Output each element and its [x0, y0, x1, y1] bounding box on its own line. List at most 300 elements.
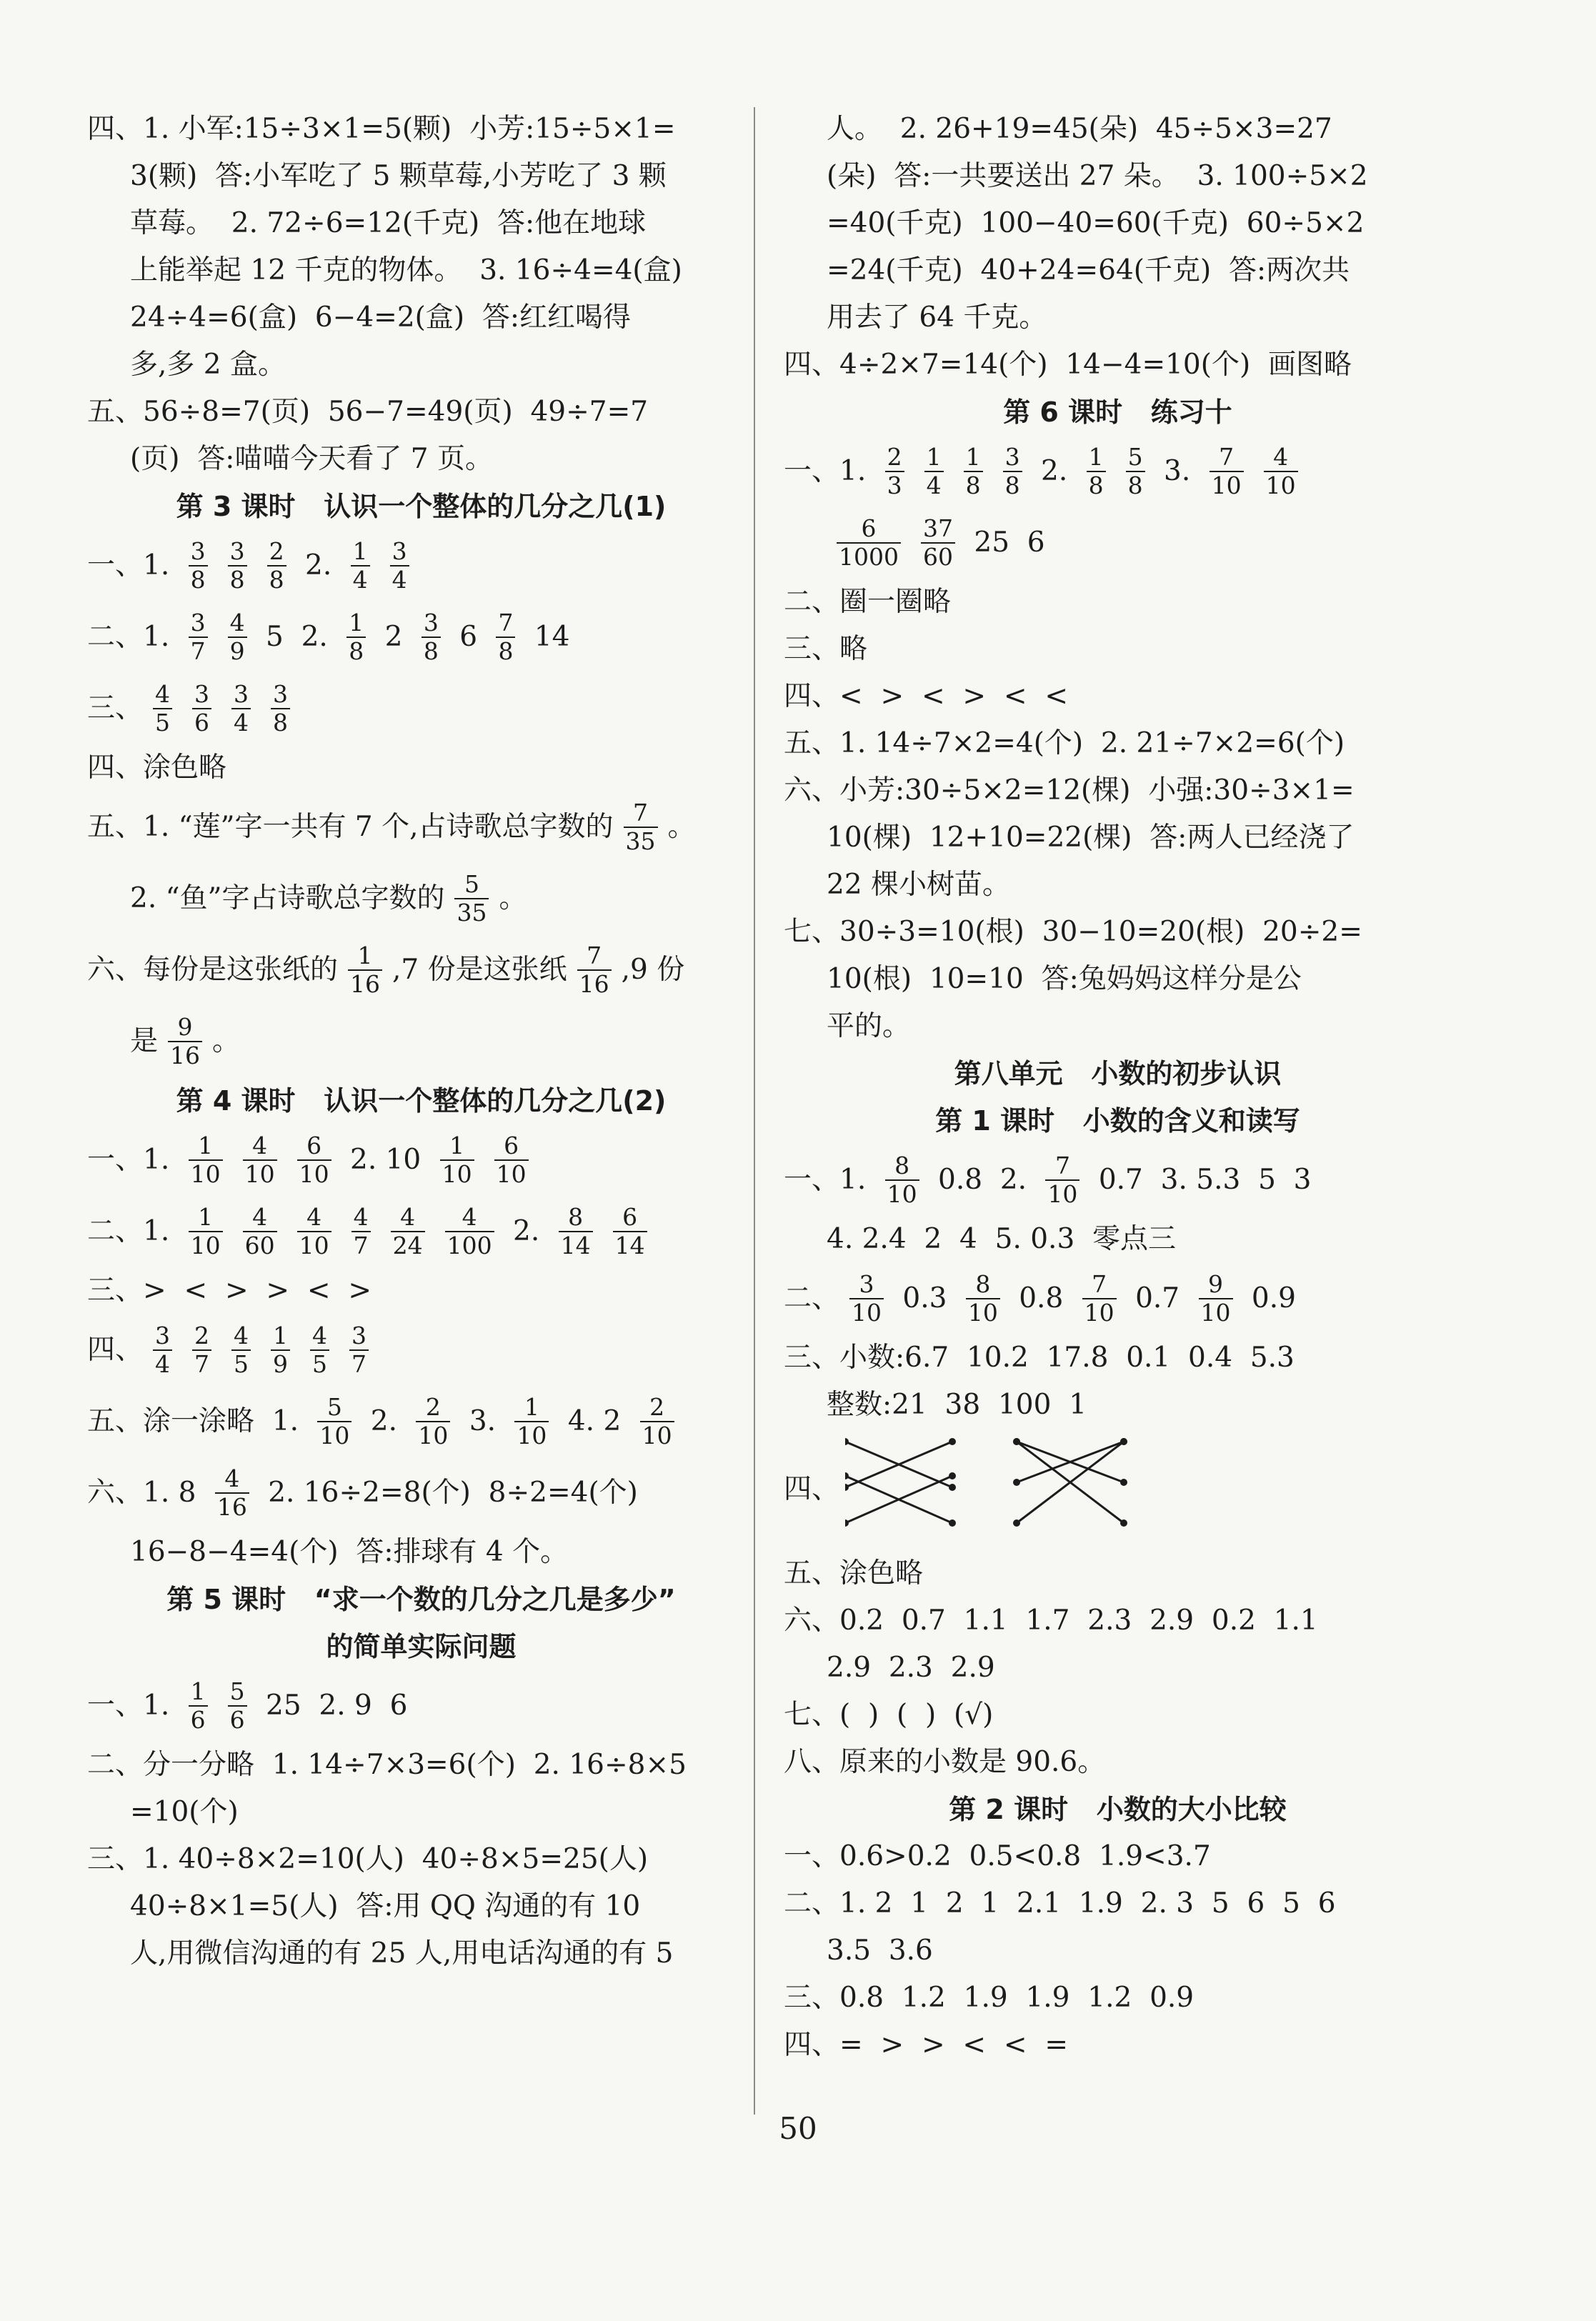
- answer-line: [784, 1144, 1452, 1216]
- fraction-numerator: 2: [649, 1393, 665, 1421]
- fraction-numerator: 4: [234, 1322, 249, 1349]
- connector-dot: [1013, 1479, 1020, 1486]
- fraction-denominator: 8: [346, 637, 366, 665]
- fraction: [494, 1132, 529, 1188]
- answer-line: [784, 862, 1452, 909]
- fraction-numerator: 5: [326, 1393, 342, 1421]
- fraction-numerator: 3: [1004, 443, 1020, 471]
- right-column: [784, 106, 1452, 2069]
- answer-text: 七、30÷3=10(根) 30−10=20(根) 20÷2=: [784, 916, 1362, 948]
- fraction: [297, 1204, 331, 1259]
- fraction: [964, 444, 983, 499]
- answer-text: 二、: [784, 1282, 840, 1314]
- fraction-numerator: 3: [234, 680, 249, 708]
- fraction-numerator: 4: [353, 1203, 369, 1231]
- answer-text: 三、> < > > < >: [87, 1274, 372, 1307]
- answer-line: [784, 1334, 1452, 1382]
- fraction: [921, 515, 955, 571]
- fraction-denominator: 10: [297, 1231, 331, 1259]
- answer-line: [87, 1267, 755, 1314]
- fraction: [849, 1271, 884, 1327]
- fraction-numerator: 1: [1088, 443, 1104, 471]
- fraction-numerator: 8: [568, 1203, 584, 1231]
- answer-text: 。: [212, 1025, 241, 1057]
- fraction-numerator: 4: [400, 1203, 416, 1231]
- answer-text: 六、小芳:30÷5×2=12(棵) 小强:30÷3×1=: [784, 774, 1355, 807]
- fraction-numerator: 4: [306, 1203, 322, 1231]
- fraction-denominator: 8: [964, 471, 983, 499]
- answer-text: 一、1.: [784, 455, 875, 487]
- section-heading: [87, 1077, 755, 1124]
- fraction-denominator: 10: [416, 1421, 450, 1449]
- fraction-denominator: 10: [966, 1298, 1000, 1327]
- fraction: [885, 1152, 919, 1208]
- fraction-denominator: 10: [440, 1159, 474, 1188]
- answer-line: [784, 1216, 1452, 1263]
- fraction-numerator: 7: [1219, 443, 1235, 471]
- answer-line: [784, 1975, 1452, 2022]
- answer-line: [784, 436, 1452, 507]
- answer-text: 25 6: [964, 526, 1045, 559]
- answer-line: [784, 956, 1452, 1003]
- fraction-numerator: 4: [224, 1464, 240, 1492]
- fraction-denominator: 10: [640, 1421, 674, 1449]
- answer-line: [784, 1429, 1452, 1550]
- answer-text: 24÷4=6(盒) 6−4=2(盒) 答:红红喝得: [130, 301, 631, 334]
- fraction-numerator: 1: [449, 1132, 465, 1159]
- fraction-numerator: 5: [229, 1677, 245, 1705]
- fraction: [924, 444, 944, 499]
- fraction-numerator: 3: [273, 680, 289, 708]
- fraction: [267, 538, 286, 594]
- answer-text: 16−8−4=4(个) 答:排球有 4 个。: [130, 1536, 569, 1568]
- fraction: [351, 538, 370, 594]
- answer-text: 二、1.: [87, 1215, 179, 1247]
- answer-text: 三、略: [784, 633, 868, 665]
- fraction-numerator: 8: [894, 1152, 910, 1179]
- answer-text: =40(千克) 100−40=60(千克) 60÷5×2: [827, 207, 1365, 239]
- section-heading: [87, 483, 755, 530]
- fraction: [349, 1322, 369, 1378]
- answer-text: 二、圈一圈略: [784, 586, 952, 618]
- fraction: [228, 538, 247, 594]
- fraction-denominator: 100: [445, 1231, 494, 1259]
- answer-line: [784, 720, 1452, 767]
- fraction-denominator: 9: [271, 1349, 290, 1378]
- answer-line: [87, 153, 755, 200]
- section-heading: [87, 1576, 755, 1623]
- fraction: [189, 538, 208, 594]
- fraction-denominator: 35: [454, 898, 489, 927]
- answer-text: =24(千克) 40+24=64(千克) 答:两次共: [827, 254, 1350, 286]
- answer-text: 第八单元 小数的初步认识: [954, 1058, 1282, 1089]
- answer-line: [87, 1386, 755, 1457]
- answer-text: 。: [499, 882, 527, 914]
- answer-line: [87, 1006, 755, 1077]
- fraction-denominator: 16: [577, 969, 612, 998]
- answer-line: [87, 673, 755, 744]
- answer-text: 四、< > < > < <: [784, 680, 1069, 712]
- fraction: [837, 515, 901, 571]
- fraction-denominator: 7: [189, 637, 208, 665]
- fraction-numerator: 1: [926, 443, 942, 471]
- fraction-denominator: 4: [390, 565, 409, 594]
- answer-line: [87, 341, 755, 389]
- fraction-denominator: 10: [1210, 471, 1244, 499]
- fraction-numerator: 9: [177, 1013, 193, 1041]
- answer-text: 八、原来的小数是 90.6。: [784, 1746, 1106, 1778]
- fraction-numerator: 3: [194, 680, 210, 708]
- connector-dot: [1013, 1438, 1020, 1445]
- fraction-numerator: 7: [1092, 1270, 1107, 1298]
- fraction-denominator: 10: [885, 1179, 919, 1208]
- answer-line: [784, 106, 1452, 153]
- answer-text: 五、涂色略: [784, 1557, 924, 1589]
- fraction-denominator: 4: [231, 708, 251, 737]
- fraction-denominator: 5: [310, 1349, 329, 1378]
- answer-line: [87, 530, 755, 602]
- answer-text: 整数:21 38 100 1: [827, 1389, 1087, 1421]
- section-heading: [87, 1623, 755, 1670]
- answer-line: [87, 1529, 755, 1576]
- answer-text: 人。 2. 26+19=45(朵) 45÷5×3=27: [827, 113, 1332, 145]
- fraction: [1126, 444, 1145, 499]
- fraction-denominator: 10: [514, 1421, 549, 1449]
- fraction-numerator: 1: [524, 1393, 539, 1421]
- fraction: [231, 681, 251, 737]
- fraction: [189, 1678, 208, 1734]
- answer-text: 2.9 2.3 2.9: [827, 1652, 995, 1684]
- answer-text: ,7 份是这张纸: [392, 954, 567, 986]
- answer-text: 10(棵) 12+10=22(棵) 答:两人已经浇了: [827, 822, 1355, 854]
- fraction-denominator: 8: [271, 708, 290, 737]
- fraction-denominator: 10: [494, 1159, 529, 1188]
- fraction: [271, 681, 290, 737]
- page-number: 50: [779, 2111, 817, 2146]
- fraction-numerator: 3: [155, 1322, 171, 1349]
- answer-text: 一、1.: [87, 549, 179, 582]
- answer-text: 第 3 课时 认识一个整体的几分之几(1): [176, 491, 667, 522]
- fraction-denominator: 4: [351, 565, 370, 594]
- answer-text: 4. 2.4 2 4 5. 0.3 零点三: [827, 1223, 1177, 1255]
- fraction-denominator: 7: [192, 1349, 211, 1378]
- connector-dot: [1120, 1438, 1127, 1445]
- fraction: [390, 538, 409, 594]
- fraction-denominator: 14: [613, 1231, 647, 1259]
- answer-text: 第 5 课时 “求一个数的几分之几是多少”: [166, 1584, 676, 1615]
- fraction-denominator: 8: [1003, 471, 1022, 499]
- answer-line: [784, 814, 1452, 862]
- answer-text: 六、每份是这张纸的: [87, 954, 339, 986]
- answer-text: 0.8 2.: [929, 1164, 1036, 1196]
- fraction: [577, 942, 612, 998]
- fraction-denominator: 10: [849, 1298, 884, 1327]
- answer-text: 3.: [1154, 455, 1200, 487]
- fraction-numerator: 6: [861, 514, 877, 542]
- fraction-numerator: 2: [269, 537, 284, 565]
- answer-text: 四、4÷2×7=14(个) 14−4=10(个) 画图略: [784, 349, 1352, 381]
- fraction-denominator: 10: [1264, 471, 1298, 499]
- fraction-denominator: 8: [496, 637, 515, 665]
- answer-text: 10(根) 10=10 答:兔妈妈这样分是公: [827, 963, 1302, 995]
- answer-text: 2.: [296, 549, 341, 582]
- fraction-numerator: 4: [252, 1132, 268, 1159]
- answer-text: 用去了 64 千克。: [827, 301, 1047, 334]
- answer-line: [784, 1382, 1452, 1429]
- fraction: [440, 1132, 474, 1188]
- answer-text: 40÷8×1=5(人) 答:用 QQ 沟通的有 10: [130, 1890, 641, 1922]
- section-heading: [784, 1786, 1452, 1833]
- fraction-numerator: 9: [1208, 1270, 1223, 1298]
- answer-text: 第 6 课时 练习十: [1003, 396, 1232, 428]
- fraction: [228, 1678, 247, 1734]
- answer-text: 25 2. 9 6: [256, 1689, 408, 1722]
- answer-text: 六、0.2 0.7 1.1 1.7 2.3 2.9 0.2 1.1: [784, 1604, 1318, 1637]
- fraction: [416, 1394, 450, 1449]
- answer-line: [87, 200, 755, 247]
- fraction-numerator: 3: [190, 609, 206, 637]
- answer-text: 2. “鱼”字占诗歌总字数的: [130, 882, 445, 914]
- fraction-numerator: 3: [351, 1322, 367, 1349]
- answer-text: 22 棵小树苗。: [827, 869, 1011, 901]
- fraction-numerator: 5: [1127, 443, 1143, 471]
- fraction: [348, 942, 382, 998]
- answer-text: 2.: [361, 1405, 407, 1437]
- fraction-denominator: 5: [231, 1349, 251, 1378]
- fraction: [1003, 444, 1022, 499]
- fraction: [243, 1132, 277, 1188]
- answer-text: 3.5 3.6: [827, 1935, 933, 1967]
- fraction: [1199, 1271, 1233, 1327]
- fraction: [168, 1014, 202, 1069]
- fraction: [346, 609, 366, 665]
- fraction-denominator: 24: [391, 1231, 425, 1259]
- answer-text: 第 1 课时 小数的含义和读写: [935, 1105, 1300, 1137]
- answer-text: 0.8: [1009, 1282, 1072, 1314]
- answer-text: 0.3: [894, 1282, 956, 1314]
- fraction-numerator: 4: [462, 1203, 477, 1231]
- answer-text: 平的。: [827, 1010, 911, 1042]
- answer-text: (页) 答:喵喵今天看了 7 页。: [130, 443, 493, 475]
- fraction-numerator: 2: [425, 1393, 441, 1421]
- answer-line: [784, 626, 1452, 673]
- fraction-numerator: 4: [252, 1203, 268, 1231]
- fraction: [310, 1322, 329, 1378]
- answer-line: [784, 1550, 1452, 1597]
- answer-line: [784, 341, 1452, 389]
- fraction-numerator: 6: [504, 1132, 519, 1159]
- fraction: [640, 1394, 674, 1449]
- connector-dot: [845, 1438, 849, 1445]
- answer-text: 四、: [784, 1473, 840, 1505]
- answer-line: [87, 1930, 755, 1977]
- answer-line: [784, 247, 1452, 294]
- answer-text: 人,用微信沟通的有 25 人,用电话沟通的有 5: [130, 1937, 674, 1970]
- fraction: [271, 1322, 290, 1378]
- fraction-numerator: 7: [587, 942, 602, 969]
- answer-line: [784, 294, 1452, 341]
- answer-line: [87, 863, 755, 934]
- fraction: [1045, 1152, 1079, 1208]
- fraction: [192, 681, 211, 737]
- fraction-denominator: 10: [317, 1421, 351, 1449]
- answer-line: [87, 934, 755, 1006]
- fraction-numerator: 3: [859, 1270, 874, 1298]
- answer-line: [87, 1124, 755, 1196]
- answer-line: [784, 2022, 1452, 2069]
- connector-dot: [1120, 1479, 1127, 1486]
- left-column: [87, 106, 755, 1977]
- fraction: [1087, 444, 1106, 499]
- fraction: [391, 1204, 425, 1259]
- fraction-denominator: 3: [885, 471, 904, 499]
- fraction-denominator: 7: [351, 1231, 371, 1259]
- answer-text: 3.: [460, 1405, 505, 1437]
- answer-text: ,9 份: [621, 954, 685, 986]
- answer-text: 四、涂色略: [87, 752, 227, 784]
- answer-line: [784, 579, 1452, 626]
- answer-text: 三、0.8 1.2 1.9 1.9 1.2 0.9: [784, 1982, 1194, 2014]
- answer-text: 一、1.: [784, 1164, 875, 1196]
- fraction-denominator: 60: [921, 542, 955, 571]
- answer-text: 五、56÷8=7(页) 56−7=49(页) 49÷7=7: [87, 396, 649, 428]
- answer-text: 2.: [504, 1215, 549, 1247]
- fraction-denominator: 6: [192, 708, 211, 737]
- fraction-denominator: 8: [422, 637, 441, 665]
- connector-dot: [949, 1519, 956, 1527]
- fraction-numerator: 37: [922, 514, 953, 542]
- matching-lines: [845, 1429, 1145, 1551]
- answer-line: [784, 673, 1452, 720]
- answer-text: 6: [450, 621, 487, 653]
- answer-text: 第 2 课时 小数的大小比较: [949, 1794, 1287, 1825]
- fraction-numerator: 1: [190, 1677, 206, 1705]
- answer-line: [87, 792, 755, 863]
- answer-text: 2. 16÷2=8(个) 8÷2=4(个): [259, 1477, 638, 1509]
- fraction: [514, 1394, 549, 1449]
- fraction-denominator: 4: [924, 471, 944, 499]
- answer-text: 三、1. 40÷8×2=10(人) 40÷8×5=25(人): [87, 1843, 649, 1875]
- fraction-numerator: 4: [229, 609, 245, 637]
- answer-text: 一、1.: [87, 1689, 179, 1722]
- fraction-numerator: 1: [349, 609, 364, 637]
- fraction-numerator: 7: [1054, 1152, 1070, 1179]
- answer-text: 五、1. 14÷7×2=4(个) 2. 21÷7×2=6(个): [784, 727, 1345, 759]
- answer-text: 0.7: [1126, 1282, 1189, 1314]
- fraction: [189, 1204, 223, 1259]
- answer-line: [87, 1457, 755, 1529]
- answer-text: 上能举起 12 千克的物体。 3. 16÷4=4(盒): [130, 254, 682, 286]
- answer-text: 0.9: [1242, 1282, 1296, 1314]
- fraction-denominator: 10: [1045, 1179, 1079, 1208]
- fraction-denominator: 16: [168, 1041, 202, 1069]
- answer-line: [784, 153, 1452, 200]
- answer-text: 二、分一分略 1. 14÷7×3=6(个) 2. 16÷8×5: [87, 1749, 687, 1781]
- answer-text: 五、1. “莲”字一共有 7 个,占诗歌总字数的: [87, 811, 614, 843]
- fraction: [297, 1132, 331, 1188]
- connector-dot: [949, 1438, 956, 1445]
- answer-text: 第 4 课时 认识一个整体的几分之几(2): [176, 1085, 667, 1117]
- fraction: [192, 1322, 211, 1378]
- answer-line: [784, 1263, 1452, 1334]
- answer-line: [784, 909, 1452, 956]
- fraction-numerator: 3: [190, 537, 206, 565]
- answer-line: [784, 1597, 1452, 1644]
- fraction-denominator: 4: [153, 1349, 172, 1378]
- answer-text: =10(个): [130, 1796, 239, 1828]
- fraction: [496, 609, 515, 665]
- answer-text: 4. 2: [559, 1405, 630, 1437]
- fraction-denominator: 35: [624, 827, 658, 855]
- fraction-numerator: 8: [975, 1270, 991, 1298]
- answer-line: [87, 1670, 755, 1742]
- answer-line: [87, 294, 755, 341]
- fraction-numerator: 1: [198, 1203, 214, 1231]
- answer-text: 3(颗) 答:小军吃了 5 颗草莓,小芳吃了 3 颗: [130, 160, 667, 192]
- connector-dot: [1013, 1519, 1020, 1527]
- answer-text: 。: [667, 811, 696, 843]
- answer-text: (朵) 答:一共要送出 27 朵。 3. 100÷5×2: [827, 160, 1368, 192]
- answer-text: 的简单实际问题: [326, 1631, 517, 1662]
- fraction: [243, 1204, 277, 1259]
- fraction-denominator: 10: [189, 1159, 223, 1188]
- fraction-denominator: 6: [228, 1705, 247, 1734]
- section-heading: [784, 1097, 1452, 1144]
- fraction: [624, 799, 658, 855]
- section-heading: [784, 1050, 1452, 1097]
- fraction-numerator: 5: [464, 870, 479, 898]
- fraction: [351, 1204, 371, 1259]
- fraction-denominator: 60: [243, 1231, 277, 1259]
- answer-text: 一、1.: [87, 1144, 179, 1176]
- answer-line: [87, 1314, 755, 1386]
- fraction: [1210, 444, 1244, 499]
- fraction: [189, 1132, 223, 1188]
- answer-text: 是: [130, 1025, 159, 1057]
- fraction: [189, 609, 208, 665]
- fraction-denominator: 10: [243, 1159, 277, 1188]
- fraction-numerator: 1: [352, 537, 368, 565]
- fraction-denominator: 8: [228, 565, 247, 594]
- answer-text: 2: [376, 621, 412, 653]
- fraction: [215, 1465, 249, 1521]
- fraction-numerator: 6: [306, 1132, 322, 1159]
- answer-text: 四、: [87, 1334, 144, 1366]
- connector-dot: [949, 1484, 956, 1491]
- answer-text: 七、( ) ( ) (√): [784, 1699, 994, 1731]
- fraction: [613, 1204, 647, 1259]
- answer-line: [784, 1880, 1452, 1927]
- answer-text: 三、小数:6.7 10.2 17.8 0.1 0.4 5.3: [784, 1342, 1295, 1374]
- connector-dot: [845, 1484, 849, 1491]
- connector-dot: [949, 1472, 956, 1479]
- connector-dot: [1120, 1519, 1127, 1527]
- fraction-numerator: 1: [357, 942, 373, 969]
- fraction-denominator: 14: [559, 1231, 593, 1259]
- fraction-numerator: 1: [198, 1132, 214, 1159]
- fraction: [1082, 1271, 1117, 1327]
- answer-text: 四、= > > < < =: [784, 2029, 1069, 2061]
- fraction-denominator: 6: [189, 1705, 208, 1734]
- fraction: [454, 871, 489, 927]
- fraction: [422, 609, 441, 665]
- fraction: [885, 444, 904, 499]
- fraction-denominator: 16: [348, 969, 382, 998]
- fraction: [228, 609, 247, 665]
- fraction: [445, 1204, 494, 1259]
- fraction-denominator: 7: [349, 1349, 369, 1378]
- fraction-denominator: 10: [189, 1231, 223, 1259]
